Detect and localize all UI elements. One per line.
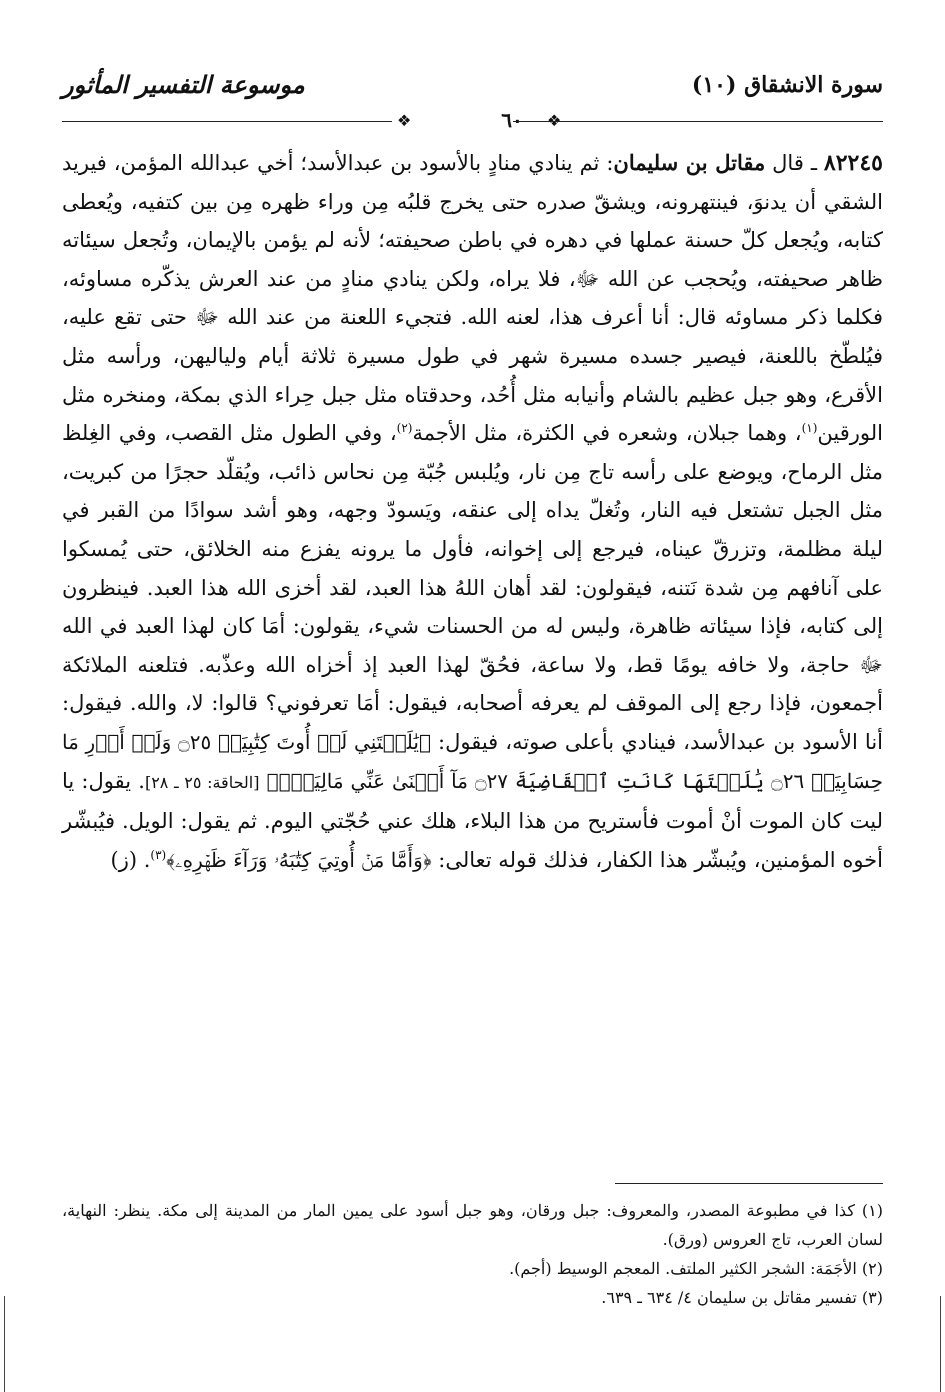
main-text	[62, 144, 883, 879]
quran-quote-2: ﴿وَأَمَّا مَنۡ أُوتِيَ كِتَٰبَهُۥ وَرَآءَ ظَهۡرِهِۦ﴾	[166, 847, 432, 872]
entry-number: ٨٢٢٤٥	[823, 150, 883, 176]
footnote-separator	[615, 1183, 883, 1184]
ornament-right-icon: ❖	[547, 111, 562, 130]
speaker-name: مقاتل بن سليمان	[613, 150, 766, 175]
text-part-2: ، وهما جبلان، وشعره في الكثرة، مثل الأجمة	[412, 421, 802, 446]
surah-title: سورة الانشقاق	[744, 72, 883, 98]
running-header	[62, 70, 883, 106]
footnote-2: (٢) الأجَمَة: الشجر الكثير الملتف. المعجم الوسيط (أجم).	[509, 1259, 883, 1278]
footnotes	[62, 1196, 883, 1312]
footnote-1: (١) كذا في مطبوعة المصدر، والمعروف: جبل ورقان، وهو جبل أسود على يمين المار من المدينة إلى مكة. ينظر: النهاية، لسان العرب، تاج العروس (ورق).	[62, 1201, 883, 1249]
page-number: ٦٠	[501, 108, 523, 132]
quran-citation: [الحاقة: ٢٥ ـ ٢٨]	[144, 772, 260, 792]
footnote-ref-2[interactable]: (٢)	[396, 421, 413, 436]
book-title: موسوعة التفسير المأثور	[62, 70, 305, 99]
header-rule	[62, 110, 883, 134]
surah-header	[692, 72, 883, 98]
text-part-1: : ثم ينادي منادٍ بالأسود بن عبدالأسد؛ أخي عبدالله المؤمن، فيريد الشقي أن يدنوَ، فينتهرونه، ويشقّ صدره حتى يخرج قلبُه مِن وراء ظهره مِن بين كتفيه، ويُعطى كتابه، ويُجعل كلّ حسنة عملها في دهره في باطن صحيفته؛ لأنه لم يؤمن بالإيمان، وتُجعل سيئاته ظاهر صحيفته، ويُحجب عن الله ﷻ، فلا يراه، ولكن ينادي منادٍ من عند العرش يذكّره مساوئه، فكلما ذكر مساوئه قال: أنا أعرف هذا، لعنه الله. فتجيء اللعنة من عند الله ﷻ حتى تقع عليه، فيُلطّخ باللعنة، فيصير جسده مسيرة شهر في طول مسيرة ثلاثة أيام ولياليهن، ورأسه مثل الأقرع، وهو جبل عظيم بالشام وأنيابه مثل أُحُد، وحدقتاه مثل جبل حِراء الذي بمكة، ومنخره مثل الورقين	[62, 151, 883, 446]
page-edge-left	[4, 1296, 5, 1392]
footnote-3: (٣) تفسير مقاتل بن سليمان ٤/ ٦٣٤ ـ ٦٣٩.	[601, 1288, 883, 1307]
quran-quote-1: ﴿يَٰلَيۡتَنِي لَمۡ أُوتَ كِتَٰبِيَهۡ ۝٢٥ وَلَمۡ أَدۡرِ مَا حِسَابِيَهۡ ۝٢٦ يَٰلَيۡتَهَا كَانَتِ ٱلۡقَاضِيَةَ ۝٢٧ مَآ أَغۡنَىٰ عَنِّي مَالِيَهۡۜ﴾	[62, 729, 883, 793]
rule-line-left	[62, 121, 392, 122]
text-part-4: . يقول: يا ليت كان الموت أنْ أموت فأستريح من هذا البلاء، هلك عني حُجّتي اليوم. ثم يقول: الويل. فيُبشّر أخوه المؤمنين، ويُبشّر هذا الكفار، فذلك قوله تعالى:	[62, 768, 883, 872]
page-edge-right	[940, 1296, 941, 1392]
text-part-3: ، وفي الطول مثل القصب، وفي الغِلظ مثل الرماح، ويوضع على رأسه تاج مِن نار، ويُلبس جُبّة مِن نحاس ذائب، ويُقلّد حجرًا من كبريت، مثل الجبل تشتعل فيه النار، وتُغلّ يداه إلى عنقه، ويَسودّ وجهه، وهو أشد سوادًا من القبر في ليلة مظلمة، وتزرقّ عيناه، فيرجع إلى إخوانه، فأول ما يرونه يفزع منه الخلائق، حتى يُمسكوا على آنافهم مِن شدة نَتنه، فيقولون: لقد أهان اللهُ هذا العبد، لقد أخزى الله هذا العبد. فينظرون إلى كتابه، فإذا سيئاته ظاهرة، وليس له من الحسنات شيء، يقولون: أمَا كان لهذا العبد في الله ﷻ حاجة، ولا خافه يومًا قط، ولا ساعة، فحُقّ لهذا العبد إذ أخزاه الله وعذّبه. فتلعنه الملائكة أجمعون، فإذا رجع إلى الموقف لم يعرفه أصحابه، فيقول: أمَا تعرفوني؟ قالوا: لا، والله. فيقول: أنا الأسود بن عبدالأسد، فينادي بأعلى صوته، فيقول:	[62, 421, 884, 754]
surah-part: (١٠)	[691, 72, 737, 98]
ornament-left-icon: ❖	[397, 111, 412, 130]
entry-separator: ـ	[810, 151, 817, 175]
footnote-ref-3[interactable]: (٣)	[150, 847, 167, 862]
entry-end: . (ز)	[110, 847, 151, 872]
rule-line-right	[513, 121, 883, 122]
entry-lead: قال	[772, 151, 804, 175]
footnote-ref-1[interactable]: (١)	[801, 421, 818, 436]
